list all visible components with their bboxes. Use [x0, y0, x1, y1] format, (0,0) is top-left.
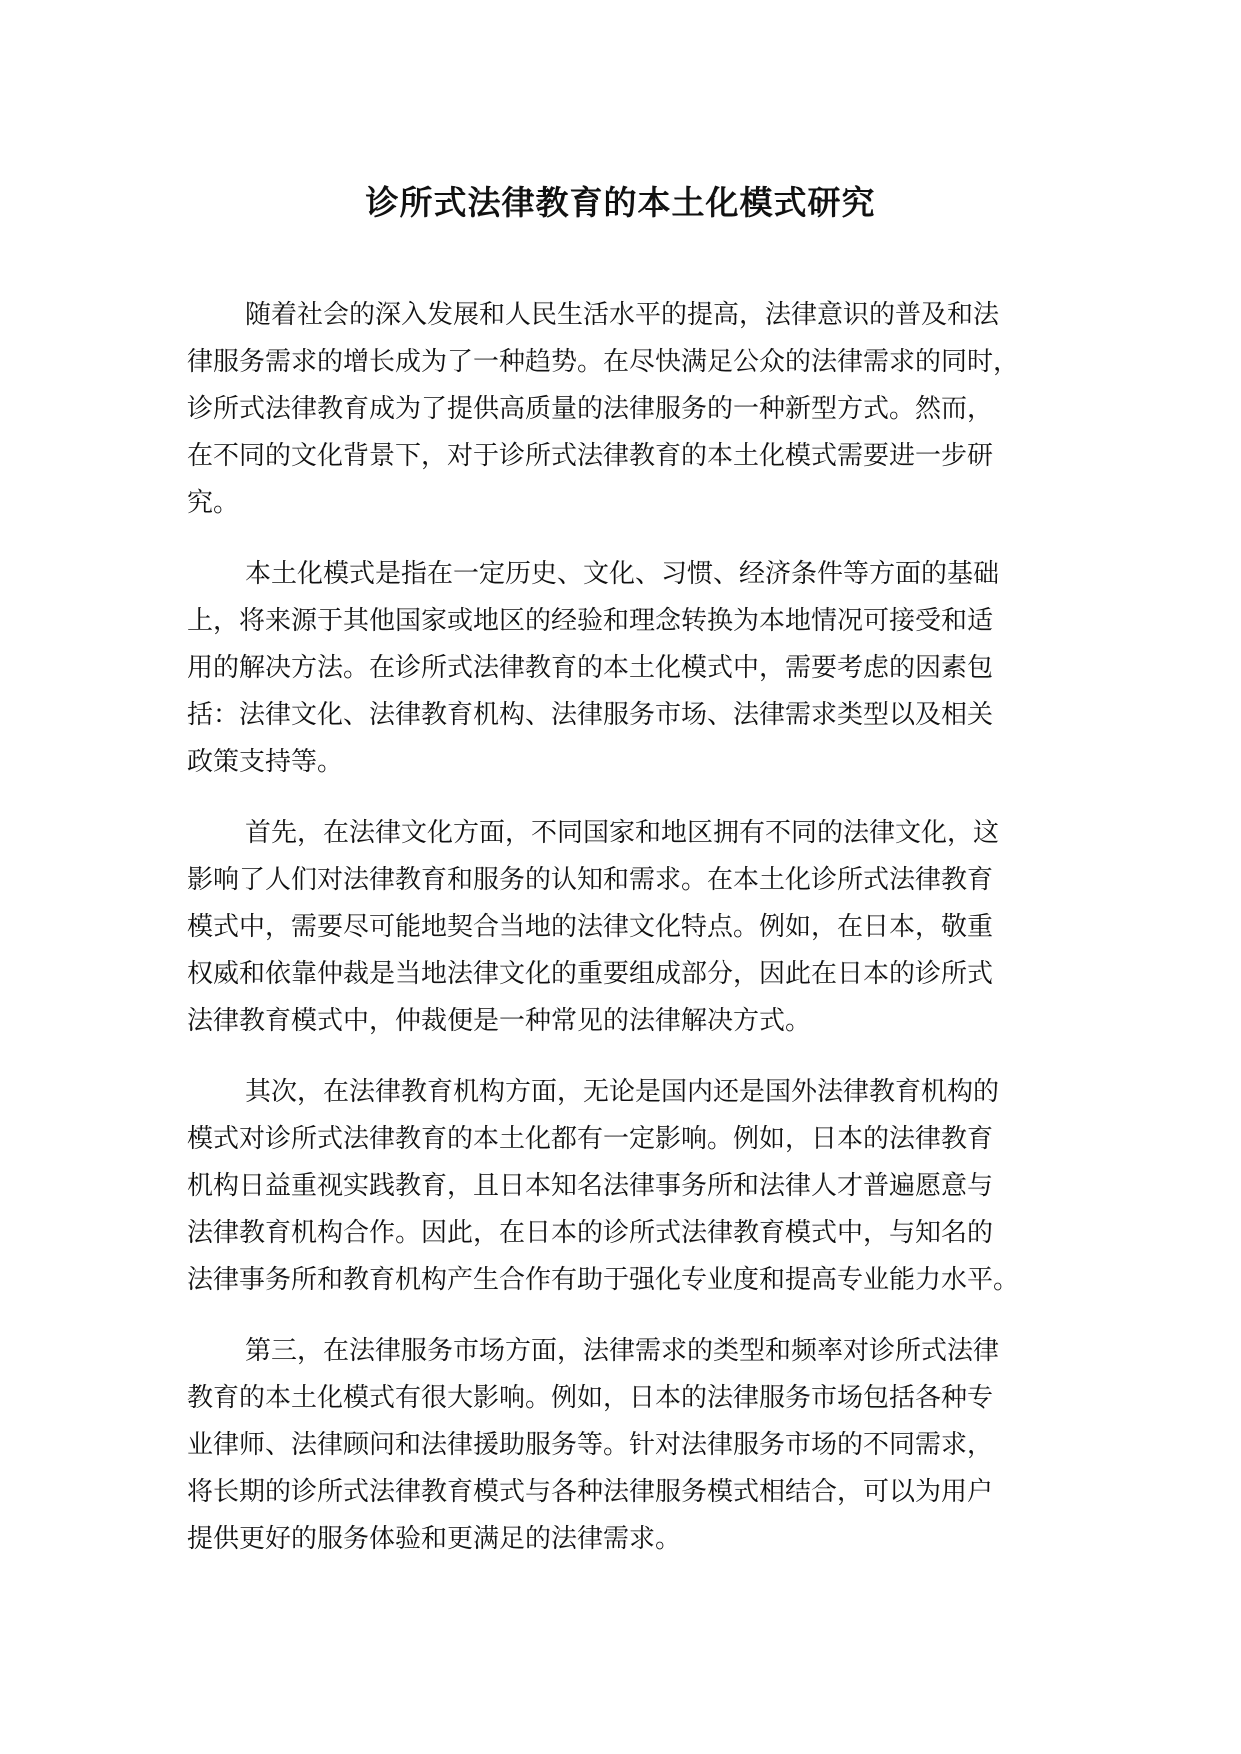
paragraph-line: 业律师、法律顾问和法律援助服务等。针对法律服务市场的不同需求，	[187, 1430, 994, 1460]
paragraph-line: 权威和依靠仲裁是当地法律文化的重要组成部分，因此在日本的诊所式	[187, 959, 994, 989]
paragraph-line: 本土化模式是指在一定历史、文化、习惯、经济条件等方面的基础	[245, 559, 1000, 589]
paragraph-line: 模式对诊所式法律教育的本土化都有一定影响。例如，日本的法律教育	[187, 1124, 994, 1154]
document-title: 诊所式法律教育的本土化模式研究	[365, 183, 876, 222]
paragraph-line: 法律事务所和教育机构产生合作有助于强化专业度和提高专业能力水平。	[187, 1265, 1020, 1295]
paragraph-line: 法律教育模式中，仲裁便是一种常见的法律解决方式。	[187, 1006, 812, 1036]
paragraph-line: 机构日益重视实践教育，且日本知名法律事务所和法律人才普遍愿意与	[187, 1171, 994, 1201]
paragraph-1	[187, 292, 1067, 527]
paragraph-line: 第三，在法律服务市场方面，法律需求的类型和频率对诊所式法律	[245, 1336, 1000, 1366]
paragraph-line: 括：法律文化、法律教育机构、法律服务市场、法律需求类型以及相关	[187, 700, 994, 730]
paragraph-5	[187, 1328, 1067, 1563]
paragraph-line: 提供更好的服务体验和更满足的法律需求。	[187, 1524, 682, 1554]
paragraph-line: 模式中，需要尽可能地契合当地的法律文化特点。例如，在日本，敬重	[187, 912, 994, 942]
paragraph-line: 政策支持等。	[187, 747, 344, 777]
paragraph-line: 将长期的诊所式法律教育模式与各种法律服务模式相结合，可以为用户	[187, 1477, 994, 1507]
paragraph-line: 首先，在法律文化方面，不同国家和地区拥有不同的法律文化，这	[245, 818, 1000, 848]
paragraph-2	[187, 551, 1067, 786]
paragraph-line: 其次，在法律教育机构方面，无论是国内还是国外法律教育机构的	[245, 1077, 1000, 1107]
paragraph-line: 影响了人们对法律教育和服务的认知和需求。在本土化诊所式法律教育	[187, 865, 994, 895]
paragraph-line: 诊所式法律教育成为了提供高质量的法律服务的一种新型方式。然而，	[187, 394, 994, 424]
paragraph-4	[187, 1069, 1067, 1304]
paragraph-line: 律服务需求的增长成为了一种趋势。在尽快满足公众的法律需求的同时，	[187, 347, 1020, 377]
paragraph-line: 教育的本土化模式有很大影响。例如，日本的法律服务市场包括各种专	[187, 1383, 994, 1413]
paragraph-3	[187, 810, 1067, 1045]
paragraph-line: 随着社会的深入发展和人民生活水平的提高，法律意识的普及和法	[245, 300, 1000, 330]
paragraph-line: 在不同的文化背景下，对于诊所式法律教育的本土化模式需要进一步研	[187, 441, 994, 471]
paragraph-line: 究。	[187, 488, 240, 518]
paragraph-line: 法律教育机构合作。因此，在日本的诊所式法律教育模式中，与知名的	[187, 1218, 994, 1248]
paragraph-line: 上，将来源于其他国家或地区的经验和理念转换为本地情况可接受和适	[187, 606, 994, 636]
paragraph-line: 用的解决方法。在诊所式法律教育的本土化模式中，需要考虑的因素包	[187, 653, 994, 683]
document-body	[187, 292, 1067, 1587]
